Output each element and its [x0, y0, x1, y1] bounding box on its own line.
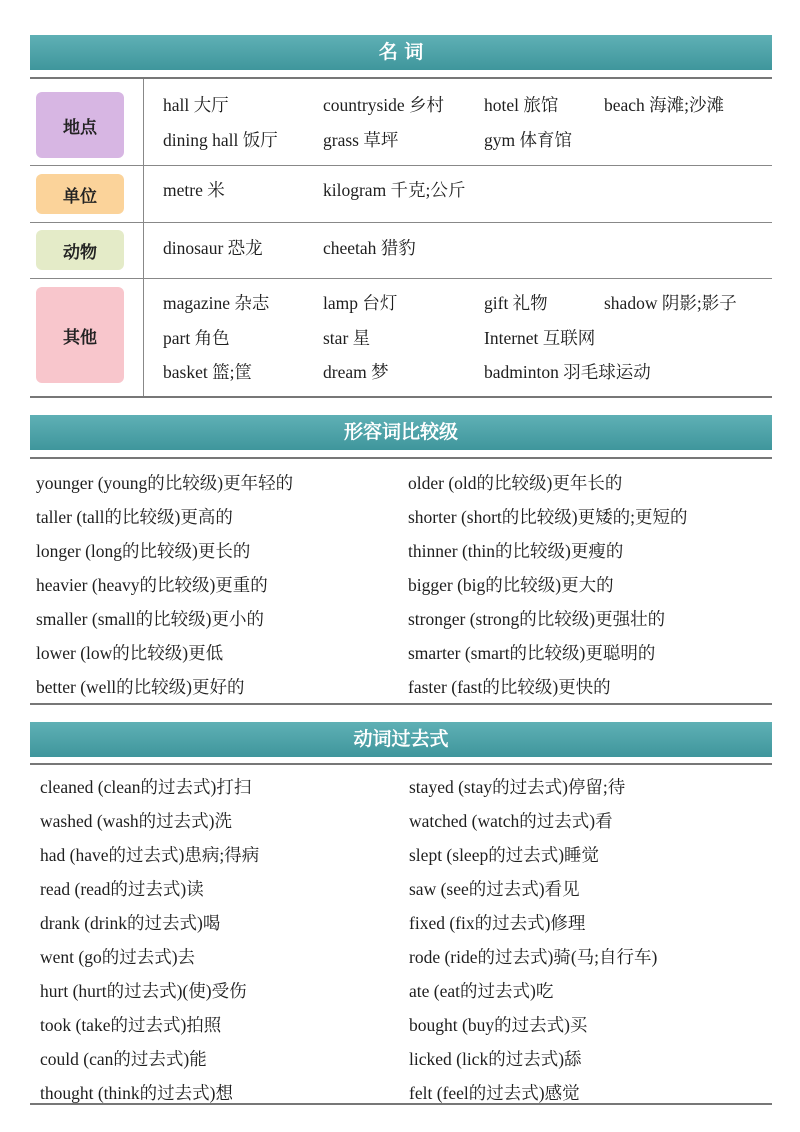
vocab-item: read (read的过去式)读 [40, 879, 204, 899]
vocab-item: part 角色 [163, 328, 230, 348]
vocab-item: thinner (thin的比较级)更瘦的 [408, 541, 624, 561]
vocab-item: heavier (heavy的比较级)更重的 [36, 575, 268, 595]
vocab-item: taller (tall的比较级)更高的 [36, 507, 233, 527]
divider [30, 396, 772, 398]
divider [30, 77, 772, 79]
vocab-item: kilogram 千克;公斤 [323, 180, 466, 200]
vocab-item: dream 梦 [323, 362, 389, 382]
verbs-header: 动词过去式 [30, 722, 772, 757]
adjectives-header: 形容词比较级 [30, 415, 772, 450]
vocab-item: bigger (big的比较级)更大的 [408, 575, 614, 595]
divider [30, 457, 772, 459]
vocab-item: fixed (fix的过去式)修理 [409, 913, 586, 933]
vocab-item: drank (drink的过去式)喝 [40, 913, 221, 933]
divider [30, 703, 772, 705]
vocab-item: smarter (smart的比较级)更聪明的 [408, 643, 656, 663]
vocab-item: went (go的过去式)去 [40, 947, 196, 967]
row-divider [30, 222, 772, 223]
vocab-item: longer (long的比较级)更长的 [36, 541, 251, 561]
vocab-item: older (old的比较级)更年长的 [408, 473, 623, 493]
vocab-item: felt (feel的过去式)感觉 [409, 1083, 580, 1103]
divider [30, 1103, 772, 1105]
vocab-item: hall 大厅 [163, 95, 229, 115]
vocab-item: licked (lick的过去式)舔 [409, 1049, 582, 1069]
vocab-item: basket 篮;筐 [163, 362, 252, 382]
vocab-item: magazine 杂志 [163, 293, 270, 313]
vocab-item: dining hall 饭厅 [163, 130, 278, 150]
vocab-item: had (have的过去式)患病;得病 [40, 845, 260, 865]
vocab-item: metre 米 [163, 180, 225, 200]
vocab-item: cheetah 猎豹 [323, 238, 416, 258]
category-label: 其他 [36, 287, 124, 383]
category-label: 地点 [36, 92, 124, 158]
vocab-item: grass 草坪 [323, 130, 399, 150]
vocab-item: thought (think的过去式)想 [40, 1083, 233, 1103]
vocab-item: saw (see的过去式)看见 [409, 879, 580, 899]
vocab-item: stronger (strong的比较级)更强壮的 [408, 609, 666, 629]
vocab-item: shorter (short的比较级)更矮的;更短的 [408, 507, 688, 527]
vocab-item: gift 礼物 [484, 293, 548, 313]
vocab-item: star 星 [323, 328, 371, 348]
vocab-item: Internet 互联网 [484, 328, 596, 348]
vocab-item: took (take的过去式)拍照 [40, 1015, 222, 1035]
vocab-item: washed (wash的过去式)洗 [40, 811, 232, 831]
vocab-item: gym 体育馆 [484, 130, 572, 150]
vocab-item: shadow 阴影;影子 [604, 293, 737, 313]
vocab-item: cleaned (clean的过去式)打扫 [40, 777, 252, 797]
vocab-item: younger (young的比较级)更年轻的 [36, 473, 294, 493]
vocab-item: rode (ride的过去式)骑(马;自行车) [409, 947, 658, 967]
vocab-item: beach 海滩;沙滩 [604, 95, 725, 115]
category-label: 动物 [36, 230, 124, 270]
row-divider [30, 165, 772, 166]
vocab-item: better (well的比较级)更好的 [36, 677, 245, 697]
vocab-item: badminton 羽毛球运动 [484, 362, 651, 382]
row-divider [30, 278, 772, 279]
vocab-item: smaller (small的比较级)更小的 [36, 609, 264, 629]
vocab-item: hotel 旅馆 [484, 95, 559, 115]
divider [30, 763, 772, 765]
vocab-item: dinosaur 恐龙 [163, 238, 263, 258]
vocab-item: faster (fast的比较级)更快的 [408, 677, 611, 697]
vocab-item: stayed (stay的过去式)停留;待 [409, 777, 626, 797]
vocab-item: slept (sleep的过去式)睡觉 [409, 845, 600, 865]
vocab-item: lamp 台灯 [323, 293, 398, 313]
vocab-item: ate (eat的过去式)吃 [409, 981, 554, 1001]
vocab-item: could (can的过去式)能 [40, 1049, 207, 1069]
vocab-item: lower (low的比较级)更低 [36, 643, 224, 663]
nouns-header: 名 词 [30, 35, 772, 70]
column-divider [143, 79, 144, 397]
category-label: 单位 [36, 174, 124, 214]
vocab-item: watched (watch的过去式)看 [409, 811, 613, 831]
vocab-item: hurt (hurt的过去式)(使)受伤 [40, 981, 247, 1001]
vocab-item: countryside 乡村 [323, 95, 445, 115]
vocab-item: bought (buy的过去式)买 [409, 1015, 588, 1035]
